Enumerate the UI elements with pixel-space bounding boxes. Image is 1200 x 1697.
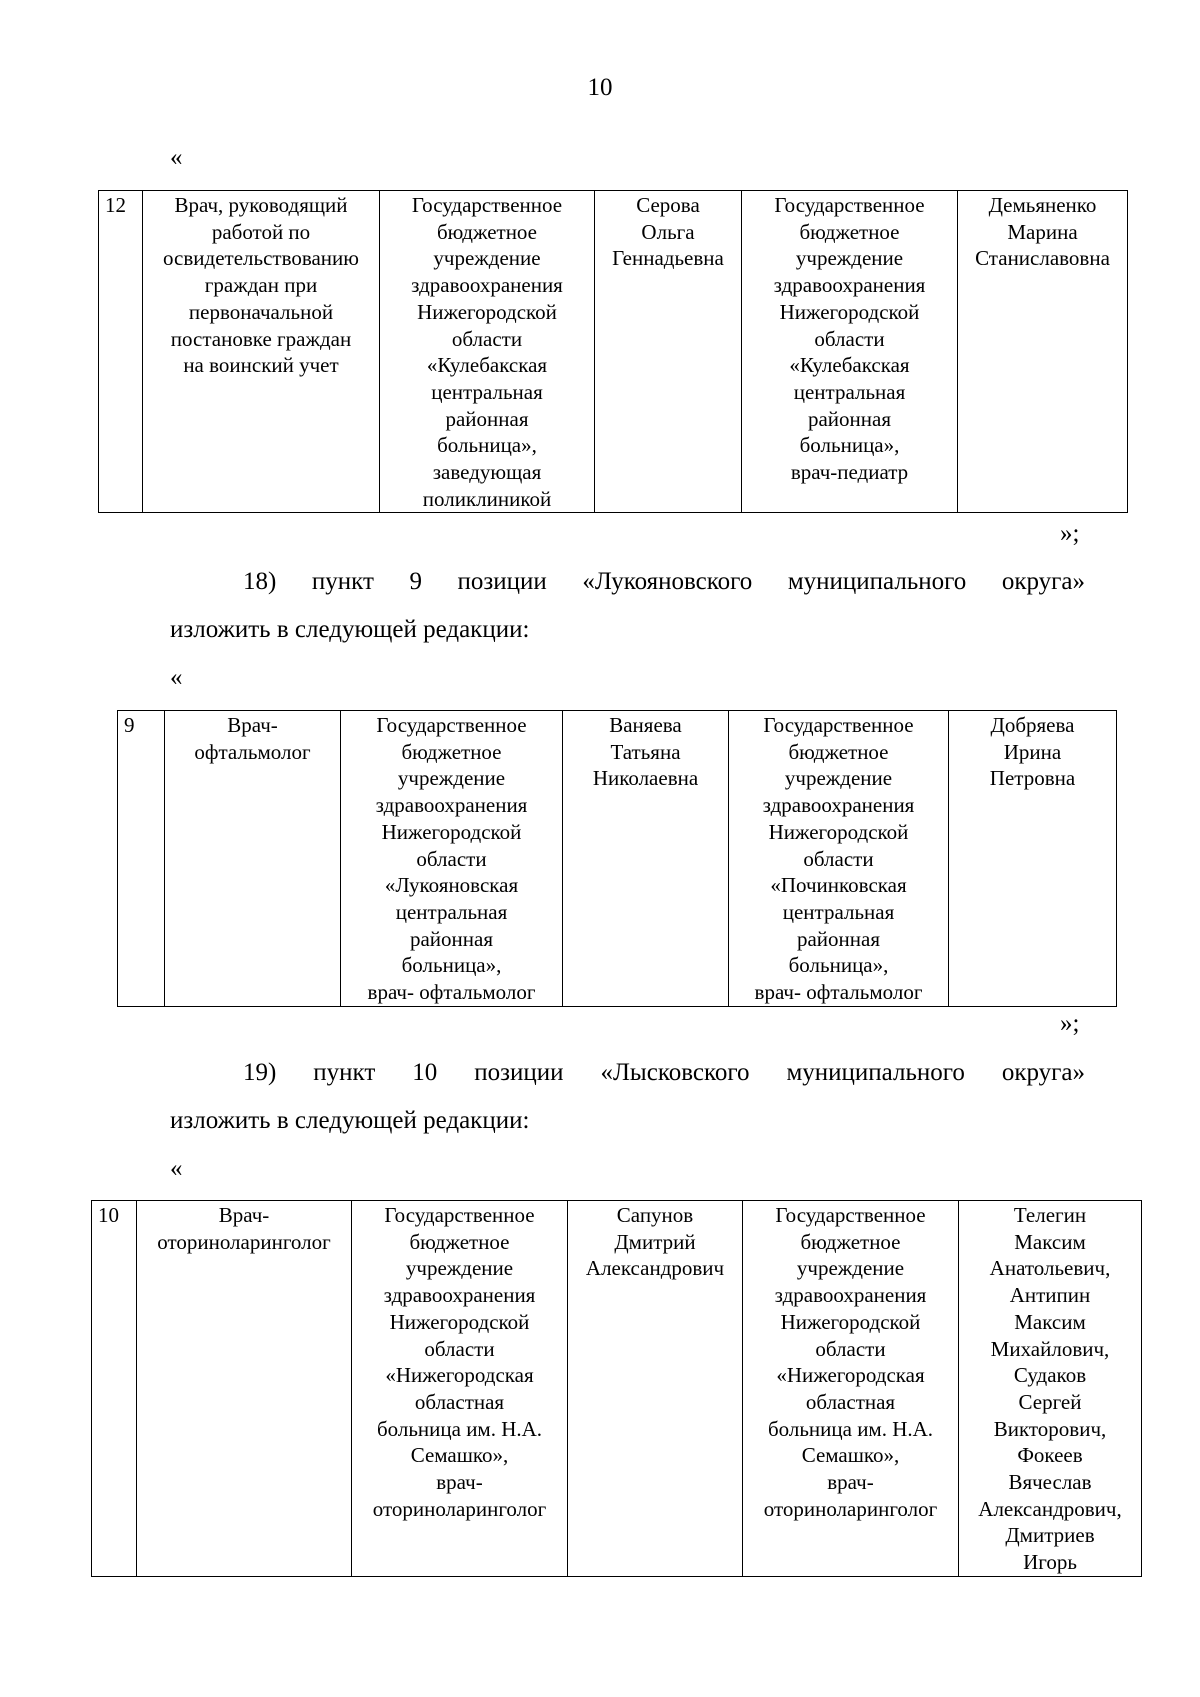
person-cell: Серова Ольга Геннадьевна — [595, 191, 742, 513]
table-row — [118, 711, 1117, 1007]
position-cell: Врач- офтальмолог — [165, 711, 341, 1007]
person-cell: Сапунов Дмитрий Александрович — [568, 1201, 743, 1577]
open-quote: « — [170, 1155, 183, 1182]
paragraph-line: 19) пункт 10 позиции «Лысковского муниципального округа» — [243, 1059, 1085, 1086]
table-3 — [91, 1200, 1142, 1577]
paragraph-18 — [170, 558, 1085, 654]
reserve-workplace-cell: Государственное бюджетное учреждение здравоохранения Нижегородской области «Кулебакская центральная районная больница», врач-педиатр — [742, 191, 958, 513]
paragraph-line: изложить в следующей редакции: — [170, 616, 530, 643]
workplace-cell: Государственное бюджетное учреждение здравоохранения Нижегородской области «Лукояновская центральная районная больница», врач- офтальмолог — [341, 711, 563, 1007]
table-row — [99, 191, 1128, 513]
page-number: 10 — [587, 74, 613, 101]
paragraph-line: изложить в следующей редакции: — [170, 1107, 530, 1134]
close-quote: »; — [1060, 520, 1080, 547]
position-cell: Врач- оториноларинголог — [137, 1201, 352, 1577]
open-quote: « — [170, 144, 183, 171]
workplace-cell: Государственное бюджетное учреждение здравоохранения Нижегородской области «Кулебакская центральная районная больница», заведующая поликлиникой — [380, 191, 595, 513]
row-number: 9 — [118, 711, 165, 1007]
close-quote: »; — [1060, 1010, 1080, 1037]
workplace-cell: Государственное бюджетное учреждение здравоохранения Нижегородской области «Нижегородская областная больница им. Н.А. Семашко», врач- оториноларинголог — [352, 1201, 568, 1577]
reserve-person-cell: Демьяненко Марина Станиславовна — [958, 191, 1128, 513]
table-1 — [98, 190, 1128, 513]
table-2 — [117, 710, 1117, 1007]
paragraph-19 — [170, 1049, 1085, 1145]
reserve-person-cell: Телегин Максим Анатольевич, Антипин Максим Михайлович, Судаков Сергей Викторович, Фокеев Вячеслав Александрович, Дмитриев Игорь — [959, 1201, 1142, 1577]
person-cell: Ваняева Татьяна Николаевна — [563, 711, 729, 1007]
reserve-workplace-cell: Государственное бюджетное учреждение здравоохранения Нижегородской области «Нижегородская областная больница им. Н.А. Семашко», врач- оториноларинголог — [743, 1201, 959, 1577]
row-number: 10 — [92, 1201, 137, 1577]
table-row — [92, 1201, 1142, 1577]
reserve-workplace-cell: Государственное бюджетное учреждение здравоохранения Нижегородской области «Починковская центральная районная больница», врач- офтальмолог — [729, 711, 949, 1007]
reserve-person-cell: Добряева Ирина Петровна — [949, 711, 1117, 1007]
row-number: 12 — [99, 191, 143, 513]
position-cell: Врач, руководящий работой по освидетельствованию граждан при первоначальной постановке граждан на воинский учет — [143, 191, 380, 513]
open-quote: « — [170, 664, 183, 691]
paragraph-line: 18) пункт 9 позиции «Лукояновского муниципального округа» — [243, 568, 1085, 595]
